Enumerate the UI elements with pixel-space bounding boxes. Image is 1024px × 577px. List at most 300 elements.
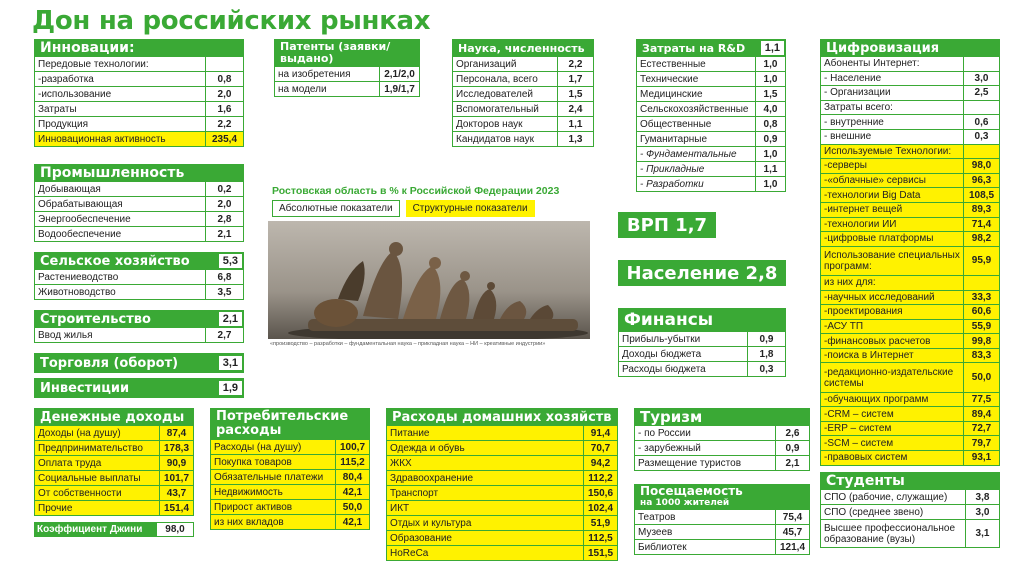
digital-row — [820, 130, 1000, 145]
page-title: Дон на российских рынках — [32, 6, 431, 36]
innovations-row — [34, 72, 244, 87]
digital-row — [820, 247, 1000, 276]
science-header: Наука, численность — [452, 39, 594, 57]
digital-row-label: -редакционно-издательские системы — [821, 363, 963, 391]
digital-row-label: -АСУ ТП — [821, 320, 963, 334]
digital-row — [820, 305, 1000, 320]
digital-row-value: 83,3 — [963, 349, 999, 363]
digital-row-label: -проектирования — [821, 305, 963, 319]
agriculture-row — [34, 270, 244, 285]
digital-row — [820, 232, 1000, 247]
patents-row — [274, 82, 420, 97]
income-row-label: Прочие — [35, 501, 159, 515]
science-row — [452, 132, 594, 147]
rd-row-value: 1,1 — [755, 162, 785, 176]
investments-header — [34, 378, 244, 398]
rd-row-label: Гуманитарные — [640, 133, 708, 145]
income-row-value: 151,4 — [159, 501, 193, 515]
digital-row — [820, 203, 1000, 218]
digital-row-value: 98,2 — [963, 232, 999, 246]
consumer-block — [210, 408, 370, 530]
household-row-label: Образование — [387, 531, 583, 545]
rd-row-label: - Разработки — [640, 178, 704, 190]
science-row-value: 1,1 — [557, 117, 593, 131]
digital-row — [820, 86, 1000, 101]
household-row — [386, 516, 618, 531]
rd-row-label: - Прикладные — [640, 163, 705, 175]
tourism-row-label: - по России — [638, 427, 691, 439]
agriculture-block — [34, 252, 244, 300]
trade-header-value: 3,1 — [219, 356, 242, 370]
consumer-row-label: Обязательные платежи — [211, 470, 335, 484]
household-block — [386, 408, 618, 561]
trade-header-label: Торговля (оборот) — [40, 355, 179, 371]
digital-row-value: 108,5 — [963, 188, 999, 202]
digital-row-label: -серверы — [821, 159, 963, 173]
industry-row-value: 2,0 — [205, 197, 243, 211]
income-header: Денежные доходы — [34, 408, 194, 426]
household-row-label: ИКТ — [387, 501, 583, 515]
digital-row — [820, 101, 1000, 116]
innovations-row — [34, 87, 244, 102]
sculpture-illustration — [268, 221, 590, 339]
household-row — [386, 456, 618, 471]
household-row-value: 151,5 — [583, 546, 617, 560]
gini-value: 98,0 — [156, 522, 194, 537]
digital-row-value: 89,3 — [963, 203, 999, 217]
rd-row-value: 1,5 — [755, 87, 785, 101]
digital-row-label: Используемые Технологии: — [821, 145, 963, 159]
innovations-row — [34, 57, 244, 72]
finance-row-label: Доходы бюджета — [622, 348, 702, 360]
household-row-label: ЖКХ — [387, 456, 583, 470]
patents-row-value: 1,9/1,7 — [379, 82, 419, 96]
science-row-label: Исследователей — [456, 88, 533, 100]
digital-row-label: -правовых систем — [821, 451, 963, 465]
digital-header: Цифровизация — [820, 39, 1000, 57]
attendance-row-label: Музеев — [638, 526, 673, 538]
digital-block — [820, 39, 1000, 466]
household-row-value: 94,2 — [583, 456, 617, 470]
income-block — [34, 408, 194, 537]
students-row — [820, 505, 1000, 520]
digital-row-value: 77,5 — [963, 393, 999, 407]
industry-block — [34, 164, 244, 242]
income-row-label: Оплата труда — [35, 456, 159, 470]
digital-row — [820, 72, 1000, 87]
income-row-value: 178,3 — [159, 441, 193, 455]
rd-row-label: Медицинские — [640, 88, 703, 100]
attendance-subtitle: на 1000 жителей — [640, 498, 730, 508]
innovations-row-label: -разработка — [38, 73, 94, 85]
consumer-row-value: 100,7 — [335, 440, 369, 454]
industry-header: Промышленность — [34, 164, 244, 182]
digital-row — [820, 145, 1000, 160]
consumer-row — [210, 440, 370, 455]
innovations-row-label: Передовые технологии: — [38, 58, 149, 70]
household-row-label: Транспорт — [387, 486, 583, 500]
household-row — [386, 501, 618, 516]
digital-row — [820, 422, 1000, 437]
science-row-label: Организаций — [456, 58, 517, 70]
digital-row-value: 33,3 — [963, 291, 999, 305]
household-row-value: 91,4 — [583, 426, 617, 440]
household-header: Расходы домашних хозяйств — [386, 408, 618, 426]
rd-row-label: Технические — [640, 73, 699, 85]
students-row-value: 3,8 — [965, 490, 999, 504]
innovations-row-label: -использование — [38, 88, 112, 100]
finance-row-value: 0,3 — [747, 362, 785, 376]
digital-row-label: -CRM – систем — [821, 407, 963, 421]
digital-row-value — [963, 101, 999, 115]
rd-row-value: 4,0 — [755, 102, 785, 116]
income-row-value: 87,4 — [159, 426, 193, 440]
income-row-label: Предпринимательство — [35, 441, 159, 455]
center-title: Ростовская область в % к Российской Федерации 2023 — [272, 185, 560, 197]
industry-row-value: 2,1 — [205, 227, 243, 241]
digital-row — [820, 393, 1000, 408]
finance-row-value: 1,8 — [747, 347, 785, 361]
digital-row-value: 93,1 — [963, 451, 999, 465]
digital-row — [820, 218, 1000, 233]
consumer-row-value: 42,1 — [335, 515, 369, 529]
digital-row-value: 99,8 — [963, 334, 999, 348]
consumer-row-value: 42,1 — [335, 485, 369, 499]
industry-row — [34, 227, 244, 242]
innovations-row-value: 235,4 — [205, 132, 243, 146]
finance-block — [618, 308, 786, 377]
patents-row-label: на изобретения — [278, 68, 351, 80]
students-row-value: 3,0 — [965, 505, 999, 519]
innovations-row-value: 2,0 — [205, 87, 243, 101]
consumer-row — [210, 500, 370, 515]
rd-row-value: 1,0 — [755, 72, 785, 86]
industry-row — [34, 182, 244, 197]
digital-row — [820, 363, 1000, 392]
consumer-row-value: 80,4 — [335, 470, 369, 484]
attendance-row-value: 75,4 — [775, 510, 809, 524]
sculpture-photo — [268, 221, 590, 339]
attendance-row — [634, 540, 810, 555]
consumer-row-value: 50,0 — [335, 500, 369, 514]
finance-row-label: Прибыль-убытки — [622, 333, 701, 345]
industry-row-label: Добывающая — [38, 183, 101, 195]
innovations-row-value — [205, 57, 243, 71]
science-row-label: Докторов наук — [456, 118, 523, 130]
rd-row — [636, 177, 786, 192]
rd-row-value: 1,0 — [755, 177, 785, 191]
household-row-label: HoReCa — [387, 546, 583, 560]
investments-block — [34, 378, 244, 398]
digital-row-label: -«облачные» сервисы — [821, 174, 963, 188]
household-row — [386, 426, 618, 441]
digital-row-label: -технологии Big Data — [821, 188, 963, 202]
income-row — [34, 486, 194, 501]
students-header: Студенты — [820, 472, 1000, 490]
household-row — [386, 531, 618, 546]
household-row-value: 112,2 — [583, 471, 617, 485]
income-row — [34, 441, 194, 456]
income-row — [34, 501, 194, 516]
household-row — [386, 546, 618, 561]
innovations-row-value: 1,6 — [205, 102, 243, 116]
tourism-row-value: 2,1 — [775, 456, 809, 470]
agriculture-row-label: Растениеводство — [38, 271, 119, 283]
digital-row-value: 95,9 — [963, 247, 999, 275]
income-row-label: Социальные выплаты — [35, 471, 159, 485]
rd-block — [636, 39, 786, 192]
digital-row-label: -научных исследований — [821, 291, 963, 305]
digital-row-value: 55,9 — [963, 320, 999, 334]
patents-row-value: 2,1/2,0 — [379, 67, 419, 81]
household-row — [386, 441, 618, 456]
digital-row — [820, 159, 1000, 174]
digital-row — [820, 276, 1000, 291]
digital-row-label: Абоненты Интернет: — [824, 58, 920, 70]
rd-row-label: - Фундаментальные — [640, 148, 737, 160]
innovations-block — [34, 39, 244, 147]
digital-row-value: 71,4 — [963, 218, 999, 232]
finance-header: Финансы — [618, 308, 786, 332]
digital-row-label: Затраты всего: — [824, 102, 893, 114]
innovations-row — [34, 102, 244, 117]
agriculture-row-label: Животноводство — [38, 286, 116, 298]
consumer-row — [210, 470, 370, 485]
patents-row-label: на модели — [278, 83, 327, 95]
industry-row-label: Водообеспечение — [38, 228, 122, 240]
students-row-label: СПО (среднее звено) — [824, 506, 924, 518]
consumer-row-value: 115,2 — [335, 455, 369, 469]
construction-header-value: 2,1 — [219, 312, 242, 326]
household-row-value: 150,6 — [583, 486, 617, 500]
income-row — [34, 426, 194, 441]
attendance-title: Посещаемость — [640, 484, 743, 498]
gini-row — [34, 522, 194, 537]
rd-row-value: 1,0 — [755, 147, 785, 161]
tourism-header: Туризм — [634, 408, 810, 426]
science-row — [452, 72, 594, 87]
household-row — [386, 486, 618, 501]
science-row — [452, 117, 594, 132]
finance-row-label: Расходы бюджета — [622, 363, 706, 375]
rd-row — [636, 162, 786, 177]
science-row-value: 1,5 — [557, 87, 593, 101]
digital-row-value: 60,6 — [963, 305, 999, 319]
patents-header: Патенты (заявки/выдано) — [274, 39, 420, 67]
agriculture-header-value: 5,3 — [219, 254, 242, 268]
digital-row-label: -SCM – систем — [821, 436, 963, 450]
household-row-label: Питание — [387, 426, 583, 440]
tourism-row-value: 2,6 — [775, 426, 809, 440]
innovations-row-value: 0,8 — [205, 72, 243, 86]
household-row-value: 51,9 — [583, 516, 617, 530]
attendance-row-value: 45,7 — [775, 525, 809, 539]
attendance-row-value: 121,4 — [775, 540, 809, 554]
patents-row — [274, 67, 420, 82]
science-row-value: 2,4 — [557, 102, 593, 116]
innovations-header: Инновации: — [34, 39, 244, 57]
digital-row — [820, 291, 1000, 306]
digital-row-value: 79,7 — [963, 436, 999, 450]
agriculture-row-value: 3,5 — [205, 285, 243, 299]
digital-row-value: 2,5 — [963, 86, 999, 100]
tourism-row — [634, 441, 810, 456]
digital-row-value: 0,3 — [963, 130, 999, 144]
students-row-label: СПО (рабочие, служащие) — [824, 491, 948, 503]
household-row-label: Отдых и культура — [387, 516, 583, 530]
digital-row — [820, 349, 1000, 364]
consumer-row — [210, 455, 370, 470]
income-row-label: От собственности — [35, 486, 159, 500]
innovations-row — [34, 132, 244, 147]
rd-row-label: Естественные — [640, 58, 706, 70]
consumer-row-label: Прирост активов — [211, 500, 335, 514]
digital-row-label: -поиска в Интернет — [821, 349, 963, 363]
trade-block — [34, 353, 244, 373]
attendance-row — [634, 525, 810, 540]
rd-row-value: 0,8 — [755, 117, 785, 131]
digital-row-value: 98,0 — [963, 159, 999, 173]
digital-row — [820, 174, 1000, 189]
agriculture-header — [34, 252, 244, 270]
household-row-value: 112,5 — [583, 531, 617, 545]
attendance-row-label: Театров — [638, 511, 676, 523]
industry-row-value: 0,2 — [205, 182, 243, 196]
digital-row — [820, 320, 1000, 335]
household-row-label: Здравоохранение — [387, 471, 583, 485]
digital-row-value: 3,0 — [963, 72, 999, 86]
consumer-row-label: из них вкладов — [211, 515, 335, 529]
science-row-value: 1,7 — [557, 72, 593, 86]
household-row — [386, 471, 618, 486]
science-row — [452, 87, 594, 102]
rd-row — [636, 87, 786, 102]
income-row-value: 101,7 — [159, 471, 193, 485]
innovations-row-label: Затраты — [38, 103, 77, 115]
consumer-header: Потребительские расходы — [210, 408, 370, 440]
rd-row — [636, 147, 786, 162]
industry-row-label: Энергообеспечение — [38, 213, 131, 225]
consumer-row — [210, 515, 370, 530]
digital-row — [820, 57, 1000, 72]
center-panel — [268, 182, 590, 358]
science-row — [452, 102, 594, 117]
industry-row-value: 2,8 — [205, 212, 243, 226]
rd-row-label: Общественные — [640, 118, 712, 130]
rd-row — [636, 117, 786, 132]
attendance-row-label: Библиотек — [638, 541, 687, 553]
science-row — [452, 57, 594, 72]
income-row — [34, 471, 194, 486]
industry-row-label: Обрабатывающая — [38, 198, 123, 210]
attendance-row — [634, 510, 810, 525]
digital-row-value: 50,0 — [963, 363, 999, 391]
digital-row-label: Использование специальных программ: — [821, 247, 963, 275]
digital-row-value — [963, 276, 999, 290]
science-row-label: Персонала, всего — [456, 73, 538, 85]
income-row — [34, 456, 194, 471]
digital-row — [820, 115, 1000, 130]
rd-row-label: Сельскохозяйственные — [640, 103, 749, 115]
gini-label: Коэффициент Джини — [34, 522, 156, 537]
income-row-value: 90,9 — [159, 456, 193, 470]
digital-row — [820, 407, 1000, 422]
construction-block — [34, 310, 244, 343]
rd-row — [636, 132, 786, 147]
tourism-row-label: Размещение туристов — [638, 457, 742, 469]
finance-row — [618, 332, 786, 347]
construction-header — [34, 310, 244, 328]
science-block — [452, 39, 594, 147]
digital-row-label: -интернет вещей — [821, 203, 963, 217]
construction-row — [34, 328, 244, 343]
digital-row-value: 72,7 — [963, 422, 999, 436]
tourism-row-label: - зарубежный — [638, 442, 701, 454]
science-row-value: 1,3 — [557, 132, 593, 146]
finance-row — [618, 362, 786, 377]
rd-row — [636, 57, 786, 72]
digital-row-label: -ERP – систем — [821, 422, 963, 436]
rd-header-label: Затраты на R&D — [642, 41, 746, 55]
science-row-label: Вспомогательный — [456, 103, 539, 115]
digital-row-label: -финансовых расчетов — [821, 334, 963, 348]
industry-row — [34, 197, 244, 212]
digital-row — [820, 188, 1000, 203]
agriculture-row — [34, 285, 244, 300]
consumer-row — [210, 485, 370, 500]
income-row-value: 43,7 — [159, 486, 193, 500]
patents-block — [274, 39, 420, 97]
digital-row — [820, 334, 1000, 349]
finance-row-value: 0,9 — [747, 332, 785, 346]
grp-badge: ВРП 1,7 — [618, 212, 716, 238]
household-row-label: Одежда и обувь — [387, 441, 583, 455]
rd-row — [636, 72, 786, 87]
agriculture-row-value: 6,8 — [205, 270, 243, 284]
tourism-row-value: 0,9 — [775, 441, 809, 455]
tab-absolute[interactable]: Абсолютные показатели — [272, 200, 400, 217]
photo-caption: «производство – разработки – фундаментальная наука – прикладная наука – НИ – креативные индустрии» — [270, 341, 546, 347]
attendance-block — [634, 484, 810, 555]
students-row-label: Высшее профессиональное образование (вузы) — [824, 522, 956, 545]
digital-row-label: -обучающих программ — [821, 393, 963, 407]
students-row — [820, 490, 1000, 505]
population-badge: Население 2,8 — [618, 260, 786, 286]
digital-row-value: 96,3 — [963, 174, 999, 188]
household-row-value: 102,4 — [583, 501, 617, 515]
digital-row-value: 0,6 — [963, 115, 999, 129]
construction-row-label: Ввод жилья — [38, 329, 93, 341]
innovations-row-label: Инновационная активность — [35, 132, 205, 146]
students-row — [820, 520, 1000, 548]
rd-header — [636, 39, 786, 57]
digital-row-label: - Организации — [824, 87, 891, 99]
finance-row — [618, 347, 786, 362]
digital-row-value — [963, 57, 999, 71]
innovations-row-value: 2,2 — [205, 117, 243, 131]
digital-row-label: -технологии ИИ — [821, 218, 963, 232]
students-row-value: 3,1 — [965, 520, 999, 547]
students-block — [820, 472, 1000, 548]
tab-structural[interactable]: Структурные показатели — [406, 200, 535, 217]
construction-header-label: Строительство — [40, 311, 151, 327]
investments-header-value: 1,9 — [219, 381, 242, 395]
tourism-row — [634, 426, 810, 441]
science-row-label: Кандидатов наук — [456, 133, 534, 145]
income-row-label: Доходы (на душу) — [35, 426, 159, 440]
household-row-value: 70,7 — [583, 441, 617, 455]
trade-header — [34, 353, 244, 373]
